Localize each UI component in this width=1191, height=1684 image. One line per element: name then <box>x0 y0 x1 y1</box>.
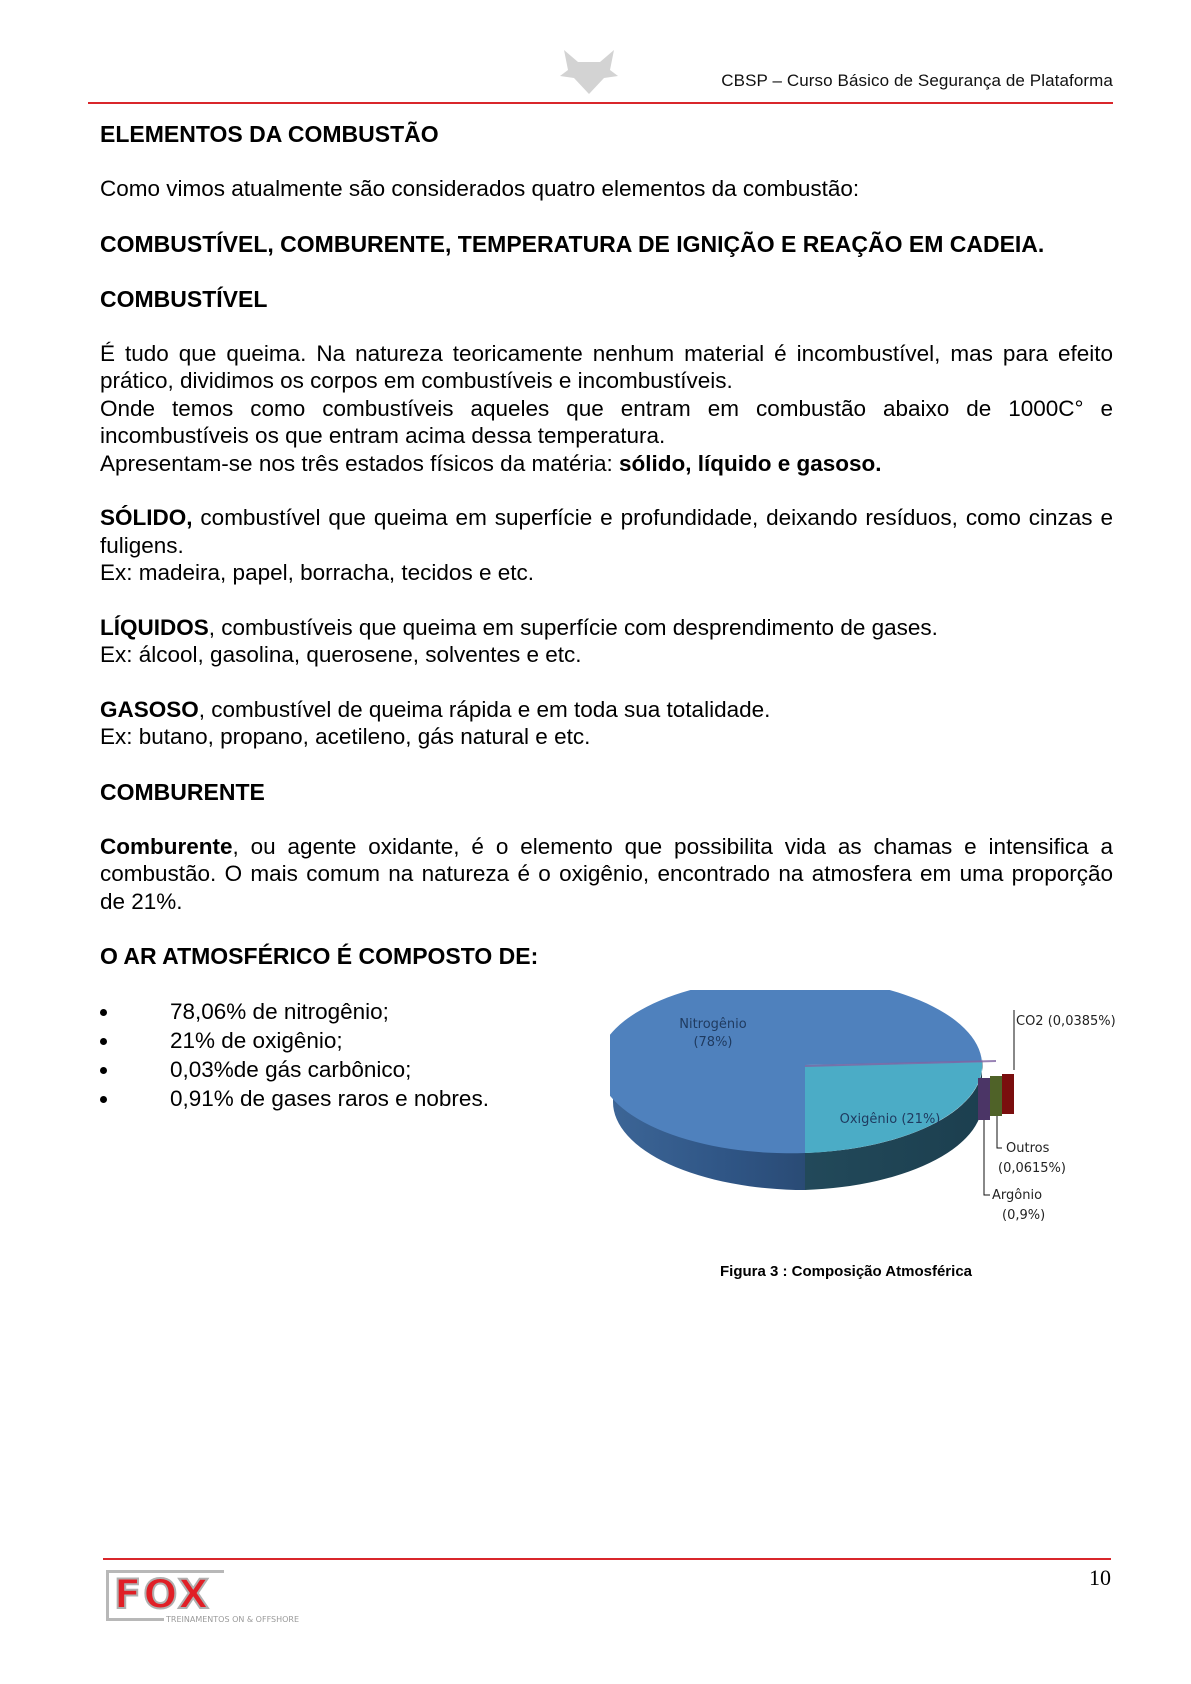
list-item: 0,03%de gás carbônico; <box>100 1055 600 1084</box>
fox-brand-logo <box>104 1564 344 1632</box>
slice-co2 <box>1002 1074 1014 1114</box>
gasoso-example: Ex: butano, propano, acetileno, gás natural e etc. <box>100 724 591 749</box>
solido-label: SÓLIDO, <box>100 505 193 530</box>
figure-caption: Figura 3 : Composição Atmosférica <box>720 1263 972 1280</box>
bullet-icon <box>100 1009 107 1016</box>
solido-example: Ex: madeira, papel, borracha, tecidos e etc. <box>100 560 534 585</box>
solido-paragraph <box>100 504 1113 559</box>
list-item: 21% de oxigênio; <box>100 1026 600 1055</box>
svg-text:(78%): (78%) <box>693 1035 733 1050</box>
gasoso-label: GASOSO <box>100 696 199 722</box>
bullet-icon <box>100 1067 107 1074</box>
comburente-paragraph <box>100 833 1113 916</box>
air-composition-list <box>100 997 600 1113</box>
elements-list-heading: COMBUSTÍVEL, COMBURENTE, TEMPERATURA DE IGNIÇÃO E REAÇÃO EM CADEIA. <box>100 230 1045 257</box>
section-heading-comburente: COMBURENTE <box>100 778 265 805</box>
comburente-text: , ou agente oxidante, é o elemento que possibilita vida as chamas e intensifica a combustão. O mais comum na natureza é o oxigênio, encontrado na atmosfera em uma proporção de 21%. <box>100 833 1113 914</box>
header-divider <box>88 102 1113 104</box>
solido-text: combustível que queima em superfície e profundidade, deixando resíduos, como cinzas e fuligens. <box>100 505 1113 558</box>
section-heading-combustivel: COMBUSTÍVEL <box>100 285 268 312</box>
footer-divider <box>103 1558 1111 1560</box>
atmospheric-composition-pie-chart <box>610 990 1130 1240</box>
header-course-title: CBSP – Curso Básico de Segurança de Plataforma <box>721 71 1113 90</box>
combustivel-paragraph-2: Onde temos como combustíveis aqueles que entram em combustão abaixo de 1000C° e incombustíveis os que entram acima dessa temperatura. <box>100 395 1113 448</box>
states-intro-text: Apresentam-se nos três estados físicos da matéria: <box>100 450 619 476</box>
label-nitrogenio: Nitrogênio <box>679 1017 747 1032</box>
document-body <box>100 120 1113 1113</box>
liquidos-text: , combustíveis que queima em superfície com desprendimento de gases. <box>208 614 938 640</box>
bullet-icon <box>100 1038 107 1045</box>
liquidos-example: Ex: álcool, gasolina, querosene, solventes e etc. <box>100 642 582 667</box>
intro-paragraph: Como vimos atualmente são considerados quatro elementos da combustão: <box>100 176 860 201</box>
section-heading-ar: O AR ATMOSFÉRICO É COMPOSTO DE: <box>100 943 539 969</box>
gasoso-text: , combustível de queima rápida e em toda sua totalidade. <box>198 696 771 722</box>
logo-tagline: TREINAMENTOS ON & OFFSHORE <box>166 1615 300 1624</box>
page-number: 10 <box>1089 1565 1111 1590</box>
pie-chart-graphic <box>610 990 1130 1240</box>
label-oxigenio: Oxigênio (21%) <box>839 1112 941 1127</box>
combustivel-paragraph-3 <box>100 450 1113 478</box>
bullet-icon <box>100 1096 107 1103</box>
header-fox-logo <box>558 48 620 96</box>
label-outros: Outros <box>1006 1141 1050 1156</box>
svg-text:(0,0615%): (0,0615%) <box>998 1161 1066 1176</box>
slice-outros <box>990 1076 1002 1116</box>
gasoso-paragraph <box>100 696 1113 724</box>
liquidos-paragraph <box>100 614 1113 642</box>
label-argonio: Argônio <box>992 1188 1043 1203</box>
list-item: 0,91% de gases raros e nobres. <box>100 1084 600 1113</box>
logo-wordmark: FOX <box>114 1572 211 1618</box>
fox-head-icon <box>558 48 620 96</box>
svg-text:(0,9%): (0,9%) <box>1002 1208 1046 1223</box>
states-bold-text: sólido, líquido e gasoso. <box>618 450 882 476</box>
slice-argonio <box>978 1078 990 1120</box>
liquidos-label: LÍQUIDOS <box>100 614 209 640</box>
label-co2: CO2 (0,0385%) <box>1016 1014 1116 1029</box>
combustivel-paragraph-1: É tudo que queima. Na natureza teoricamente nenhum material é incombustível, mas para efeito prático, dividimos os corpos em combustíveis e incombustíveis. <box>100 340 1113 393</box>
list-item: 78,06% de nitrogênio; <box>100 997 600 1026</box>
comburente-label: Comburente <box>100 833 233 859</box>
section-heading-elements: ELEMENTOS DA COMBUSTÃO <box>100 121 439 147</box>
